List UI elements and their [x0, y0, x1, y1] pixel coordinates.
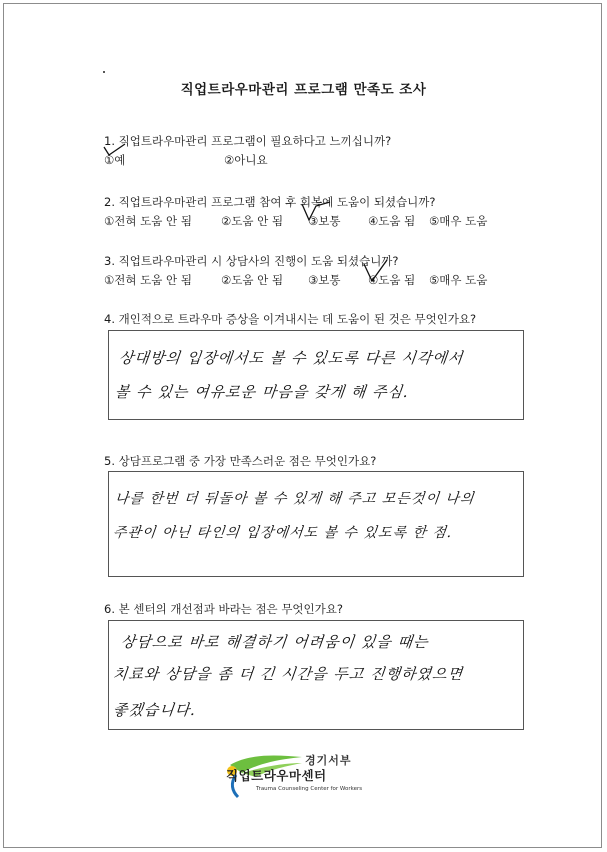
- q3-option-5[interactable]: ⑤매우 도움: [429, 273, 488, 287]
- logo-english-name: Trauma Counseling Center for Workers: [256, 786, 363, 792]
- q6-answer-line-1: 상담으로 바로 해결하기 어려움이 있을 때는: [120, 633, 430, 651]
- q5-answer-line-1: 나를 한번 더 뒤돌아 볼 수 있게 해 주고 모든것이 나의: [114, 491, 476, 507]
- q3-option-2[interactable]: ②도움 안 됨: [221, 273, 284, 287]
- q2-option-4[interactable]: ④도움 됨: [368, 214, 416, 228]
- question-6: 6. 본 센터의 개선점과 바라는 점은 무엇인가요?: [104, 602, 343, 616]
- question-1-options: [104, 152, 504, 168]
- q2-option-5[interactable]: ⑤매우 도움: [429, 214, 488, 228]
- question-1: 1. 직업트라우마관리 프로그램이 필요하다고 느끼십니까?: [104, 134, 392, 148]
- q4-answer-box[interactable]: [108, 330, 524, 420]
- q2-option-1[interactable]: ①전혀 도움 안 됨: [104, 214, 192, 228]
- q6-answer-line-3: 좋겠습니다.: [112, 701, 198, 719]
- question-2: 2. 직업트라우마관리 프로그램 참여 후 회복에 도움이 되셨습니까?: [104, 195, 436, 209]
- q3-check-mark: [361, 259, 395, 285]
- stray-dot: [103, 71, 105, 73]
- page-title: 직업트라우마관리 프로그램 만족도 조사: [180, 82, 427, 98]
- question-3-options: [104, 272, 504, 288]
- q4-answer-line-1: 상대방의 입장에서도 볼 수 있도록 다른 시각에서: [118, 349, 465, 367]
- q2-option-3[interactable]: ③보통: [308, 214, 341, 228]
- survey-page: [3, 3, 602, 848]
- q1-option-yes[interactable]: ①예: [104, 153, 126, 167]
- logo-region-text: 경기서부: [305, 754, 352, 767]
- q3-option-1[interactable]: ①전혀 도움 안 됨: [104, 273, 192, 287]
- q3-option-3[interactable]: ③보통: [308, 273, 341, 287]
- q1-option-no[interactable]: ②아니요: [224, 153, 268, 167]
- question-5: 5. 상담프로그램 중 가장 만족스러운 점은 무엇인가요?: [104, 454, 377, 468]
- q5-answer-line-2: 주관이 아닌 타인의 입장에서도 볼 수 있도록 한 점.: [112, 525, 454, 541]
- logo-center-name: 직업트라우마센터: [226, 768, 327, 783]
- question-4: 4. 개인적으로 트라우마 증상을 이겨내시는 데 도움이 된 것은 무엇인가요?: [104, 312, 477, 326]
- q4-answer-line-2: 볼 수 있는 여유로운 마음을 갖게 해 주심.: [114, 383, 410, 401]
- q5-answer-box[interactable]: [108, 471, 524, 577]
- q1-check-mark: [101, 143, 131, 165]
- q3-option-4[interactable]: ④도움 됨: [368, 273, 416, 287]
- q2-option-2[interactable]: ②도움 안 됨: [221, 214, 284, 228]
- q6-answer-box[interactable]: [108, 620, 524, 730]
- q2-check-mark: [300, 200, 340, 224]
- q6-answer-line-2: 치료와 상담을 좀 더 긴 시간을 두고 진행하였으면: [112, 665, 465, 683]
- question-3: 3. 직업트라우마관리 시 상담사의 진행이 도움 되셨습니까?: [104, 254, 399, 268]
